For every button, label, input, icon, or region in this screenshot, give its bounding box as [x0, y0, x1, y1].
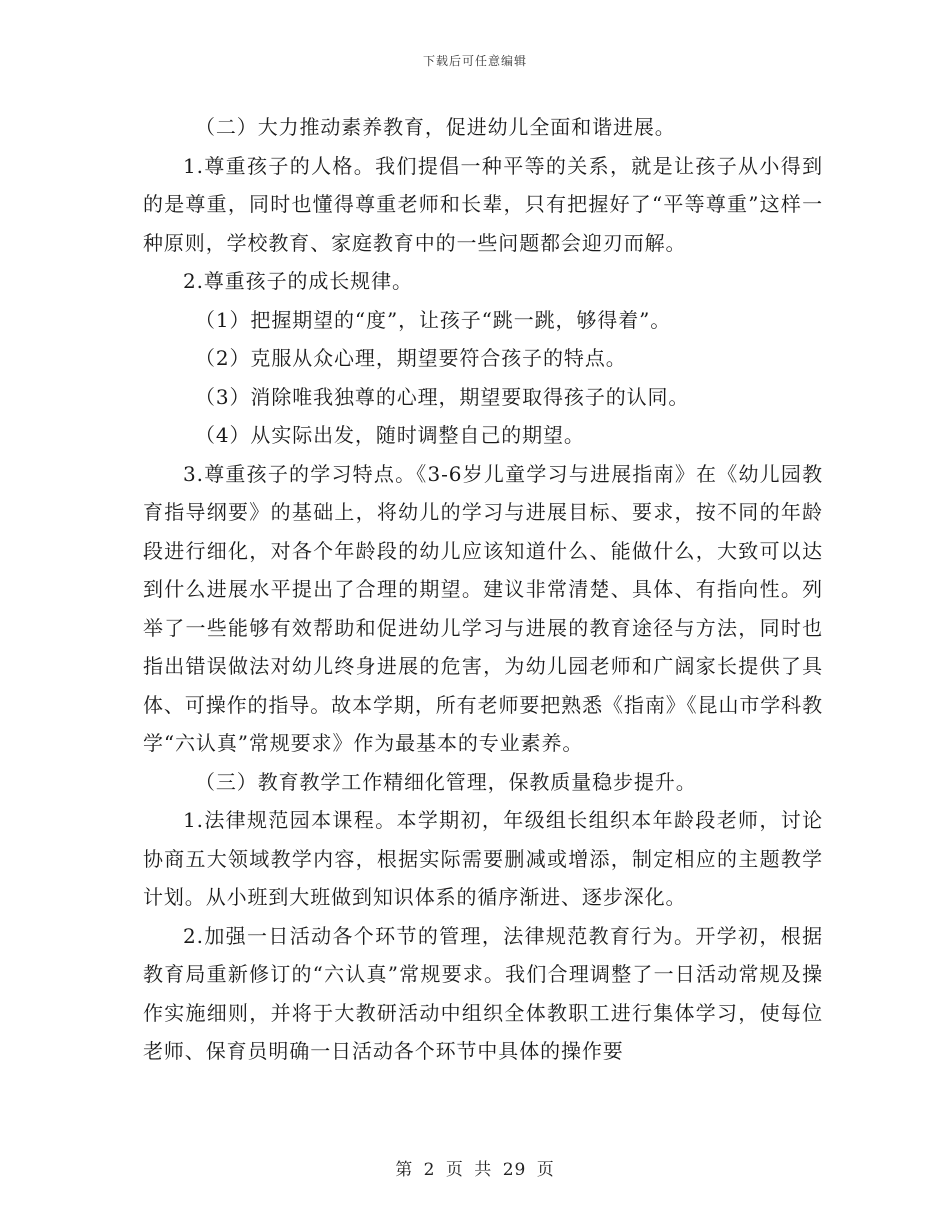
paragraph-growth-law: 2.尊重孩子的成长规律。: [183, 269, 413, 293]
list-item-1: （1）把握期望的“度”，让孩子“跳一跳，够得着”。: [195, 307, 672, 332]
paragraph-respect-personality: 1.尊重孩子的人格。我们提倡一种平等的关系，就是让孩子从小得到的是尊重，同时也懂得尊重老师和长辈，只有把握好了“平等尊重”这样一种原则，学校教育、家庭教育中的一些问题都会迎刃而解。: [143, 153, 823, 255]
paragraph-learning-features: 3.尊重孩子的学习特点。《3-6岁儿童学习与进展指南》在《幼儿园教育指导纲要》的基础上，将幼儿的学习与进展目标、要求，按不同的年龄段进行细化，对各个年龄段的幼儿应该知道什么、能做什么，大致可以达到什么进展水平提出了合理的期望。建议非常清楚、具体、有指向性。列举了一些能够有效帮助和促进幼儿学习与进展的教育途径与方法，同时也指出错误做法对幼儿终身进展的危害，为幼儿园老师和广阔家长提供了具体、可操作的指导。故本学期，所有老师要把熟悉《指南》《昆山市学科教学“六认真”常规要求》作为最基本的专业素养。: [143, 461, 823, 755]
paragraph-curriculum: 1.法律规范园本课程。本学期初，年级组长组织本年龄段老师，讨论协商五大领域教学内容，根据实际需要删减或增添，制定相应的主题教学计划。从小班到大班做到知识体系的循序渐进、逐步深化。: [143, 808, 823, 909]
section-heading-two: （二）大力推动素养教育，促进幼儿全面和谐进展。: [195, 115, 676, 139]
list-item-2: （2）克服从众心理，期望要符合孩子的特点。: [195, 346, 627, 370]
list-item-4: （4）从实际出发，随时调整自己的期望。: [195, 423, 585, 447]
page-header: 下载后可任意编辑: [422, 54, 527, 68]
section-heading-three: （三）教育教学工作精细化管理，保教质量稳步提升。: [195, 769, 697, 794]
list-item-3: （3）消除唯我独尊的心理，期望要取得孩子的认同。: [195, 384, 690, 409]
paragraph-daily-activities: 2.加强一日活动各个环节的管理，法律规范教育行为。开学初，根据教育局重新修订的“六认真”常规要求。我们合理调整了一日活动常规及操作实施细则，并将于大教研活动中组织全体教职工进行集体学习，使每位老师、保育员明确一日活动各个环节中具体的操作要: [143, 923, 823, 1063]
document-body: [143, 108, 823, 1071]
page-footer: 第 2 页 共 29 页: [395, 1160, 555, 1180]
